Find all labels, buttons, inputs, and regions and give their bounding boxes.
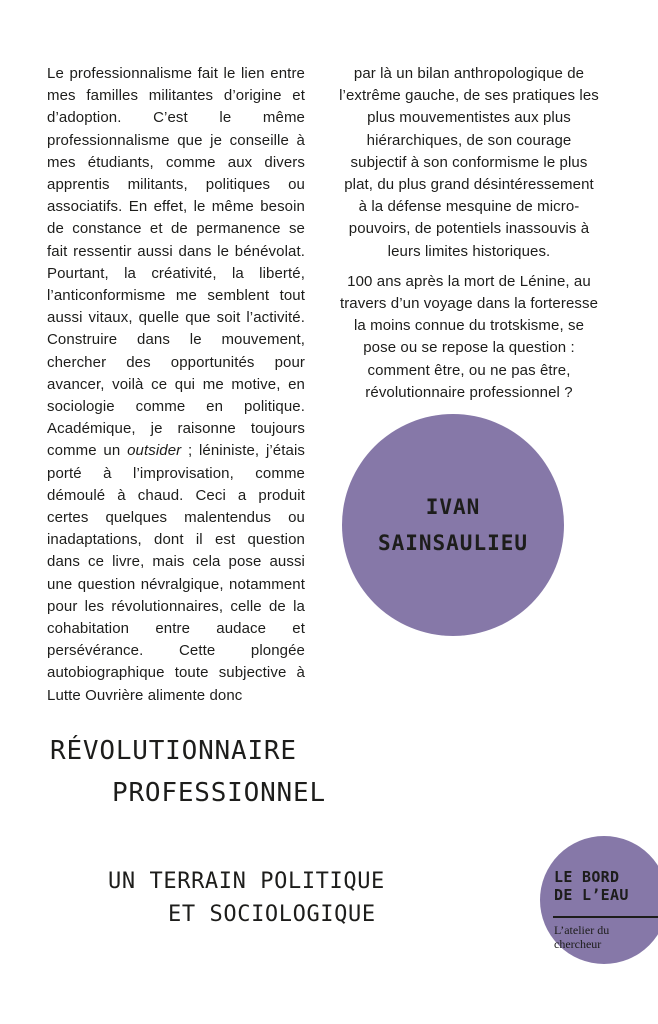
publisher-logo-circle xyxy=(540,836,658,964)
collection-name-line-2: chercheur xyxy=(554,937,602,951)
book-subtitle-line-2: ET SOCIOLOGIQUE xyxy=(168,902,376,927)
book-title-line-2: PROFESSIONNEL xyxy=(112,778,326,808)
blurb-paragraph-1 xyxy=(47,63,305,707)
collection-name-line-1: L’atelier du xyxy=(554,923,610,937)
publisher-logo-line-1: LE BORD xyxy=(554,868,620,886)
publisher-logo-divider xyxy=(553,916,658,918)
book-title-line-1: RÉVOLUTIONNAIRE xyxy=(50,736,297,766)
collection-name xyxy=(554,923,609,951)
publisher-logo xyxy=(554,868,629,904)
book-subtitle-line-1: UN TERRAIN POLITIQUE xyxy=(108,869,385,894)
author-circle xyxy=(342,414,564,636)
blurb-paragraph-continued: par là un bilan anthropologique de l’extrême gauche, de ses pratiques les plus mouvementistes aux plus hiérarchiques, de son courage subjectif à son conformisme le plus plat, du plus grand désintéressement à la défense mesquine de micro-pouvoirs, de potentiels inassouvis à leurs limites historiques. xyxy=(339,65,599,260)
publisher-logo-line-2: DE L’EAU xyxy=(554,886,629,904)
blurb-paragraph-2: 100 ans après la mort de Lénine, au travers d’un voyage dans la forteresse la moins connue du trotskisme, se pose ou se repose la question : comment être, ou ne pas être, révolutionnaire professionnel ? xyxy=(339,272,599,401)
back-cover-text-right-column xyxy=(338,63,600,412)
author-last-name: SAINSAULIEU xyxy=(377,531,529,555)
author-first-name: IVAN xyxy=(425,495,481,519)
blurb-italic-word: outsider xyxy=(127,442,182,460)
blurb-paragraph-1-end: ; léniniste, j’étais porté à l’improvisation, comme démoulé à chaud. Ceci a produit certes quelques malentendus ou inadaptations, dont il est question dans ce livre, mais cela pose aussi une question névralgique, notamment pour les révolutionnaires, celle de la cohabitation entre audace et persévérance. Cette plongée autobiographique toute subjective à Lutte Ouvrière alimente donc xyxy=(47,442,305,704)
book-subtitle xyxy=(108,865,385,931)
book-title xyxy=(50,730,326,814)
blurb-paragraph-1-start: Le professionnalisme fait le lien entre mes familles militantes d’origine et d’adoption. C’est le même professionnalisme que je conseille à mes étudiants, comme aux divers apprentis militants, politiques ou associatifs. En effet, le même besoin de constance et de permanence se fait ressentir aussi dans le bénévolat. Pourtant, la créativité, la liberté, l’anticonformisme me semblent tout aussi vitaux, quelle que soit l’activité. Construire dans le mouvement, chercher des opportunités pour avancer, voilà ce qui me motive, en sociologie comme en politique. Académique, je raisonne toujours comme un xyxy=(47,65,305,460)
back-cover-text-left-column xyxy=(47,63,305,715)
